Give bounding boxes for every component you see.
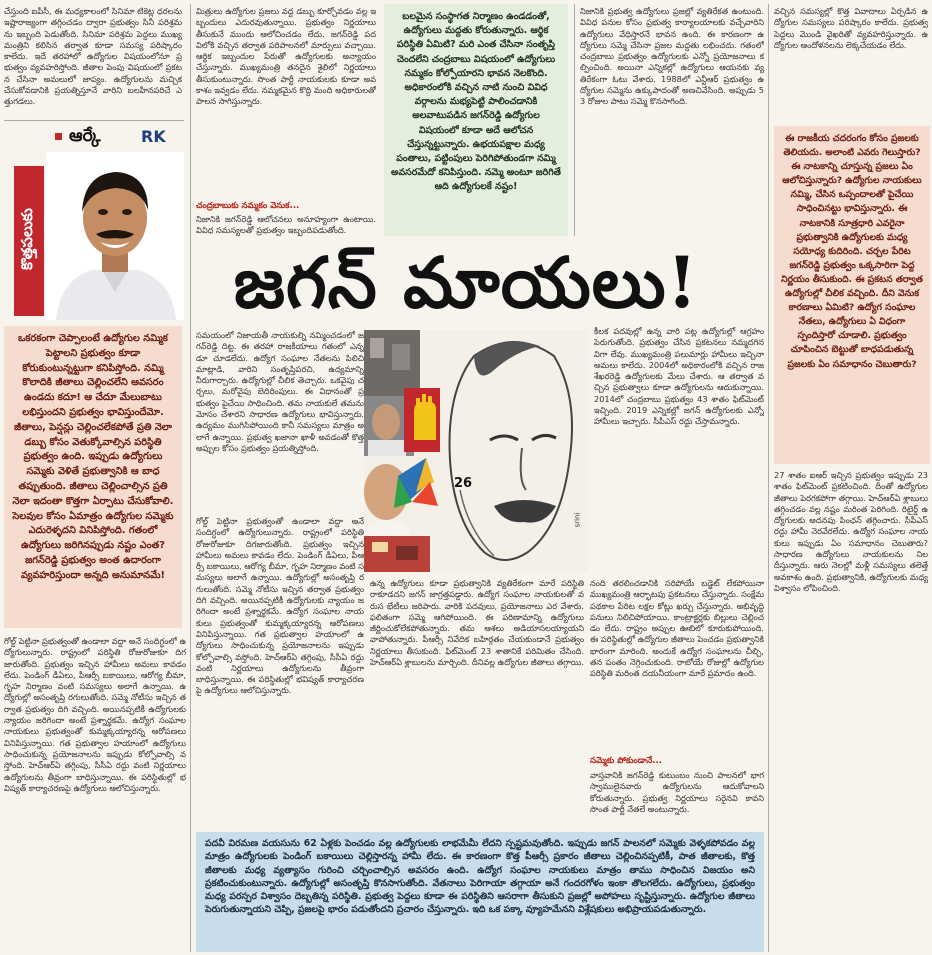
author-photo [46,152,184,320]
article-column-2-mid: నిజానికి జగన్‌రెడ్డి ఆలోచనలు అనూహ్యంగా ఉంటాయి. వివిధ సమస్యలతో ప్రభుత్వం ఇబ్బందిపడుతోంది. [196,214,376,236]
column-divider [768,4,769,952]
column-name: కొత్తపలుకు [18,208,36,270]
article-column-2-top: మిత్రులు ఉద్యోగుల ప్రజలు వద్ద డబ్బు కూర్చోవడం వల్ల ఇబ్బందులు ఎదురవుతున్నాయి. ప్రభుత్వం నిర్ణయాలు తీసుకునే ముందు ఆలోచించడం లేదు. జగన్‌రెడ్డి పదవిలోకి వచ్చిన తర్వాత పరిపాలనలో మార్పులు వచ్చాయి. ఆర్థిక ఇబ్బందుల పేరుతో ఉద్యోగులకు అన్యాయం చేస్తున్నారు. ముఖ్యమంత్రి తనదైన శైలిలో నిర్ణయాలు తీసుకుంటున్నారు. సొంత పార్టీ నాయకులకు కూడా అవకాశం ఇవ్వడం లేదు. నమ్మకమైన కొద్ది మంది అధికారులతో పాలన సాగిస్తున్నారు. [196,6,376,107]
article-column-2-bottom: గోల్డ్ పెట్టినా ప్రభుత్వంతో ఉండాలా వద్దా అనే సందిగ్ధంలో ఉద్యోగులున్నారు. రాష్ట్రంలో పరిస్థితి రోజురోజుకూ దిగజారుతోంది. ప్రభుత్వం ఇచ్చిన హామీలు అమలు కావడం లేదు. పెండింగ్ డీఏలు, పీఆర్సీ బకాయిలు, ఆరోగ్య బీమా, గృహ నిర్మాణం వంటి సమస్యలు అలాగే ఉన్నాయి. ఉద్యోగుల్లో అసంతృప్తి రగులుతోంది. సమ్మె నోటీసు ఇచ్చిన తర్వాత ప్రభుత్వం దిగి వచ్చింది. అయినప్పటికీ ఉద్యోగులకు న్యాయం జరిగిందా అంటే ప్రశ్నార్థకమే. ఉద్యోగ సంఘాల నాయకులు ప్రభుత్వంతో కుమ్మక్కయ్యారన్న ఆరోపణలు వినిపిస్తున్నాయి. గత ప్రభుత్వాల హయాంలో ఉద్యోగులు సాధించుకున్న ప్రయోజనాలను ఇప్పుడు కోల్పోవాల్సి వస్తోంది. హెచ్ఆర్ఏ తగ్గింపు, సీసీఏ రద్దు వంటి నిర్ణయాలు ఉద్యోగులను తీవ్రంగా బాధిస్తున్నాయి. ఈ పరిస్థితుల్లో భవిష్యత్ కార్యాచరణపై ఉద్యోగులు ఆలోచిస్తున్నారు. [196,516,364,696]
article-column-5-bottom: 27 శాతం ఐఆర్ ఇచ్చిన ప్రభుత్వం ఇప్పుడు 23 శాతం ఫిట్‌మెంట్ ప్రకటించింది. దీంతో ఉద్యోగుల జీతాలు పెరగకపోగా తగ్గాయి. హెచ్ఆర్ఏ శ్లాబులు తగ్గించడం వల్ల నష్టం మరింత పెరిగింది. రిటైర్డ్ ఉద్యోగులకు అదనపు పింఛన్ తగ్గించారు. సీపీఎస్ రద్దు హామీ నెరవేరలేదు. ఉద్యోగ సంఘాల నాయకులు ఇప్పుడు ఏం సమాధానం చెబుతారు? సాధారణ ఉద్యోగులు నాయకులను నిలదీస్తున్నారు. ఆరు నెలల్లో మళ్లీ సమస్యలు తలెత్తే అవకాశం ఉంది. ప్రభుత్వానికి, ఉద్యోగులకు మధ్య విశ్వాసం లోపించింది. [774,470,928,593]
highlight-text-top-center: బలమైన సంస్థాగత నిర్మాణం ఉండడంతో, ఉద్యోగులు మద్దతు కోరుతున్నారు. ఆర్థిక పరిస్థితి ఏమిటి? మరి ఎంత చేసినా సంతృప్తి చెందలేని చంద్రబాబు విషయంలో ఉద్యోగులు నమ్మకం కోల్పోయారని భావన నెలకొంది. అధికారంలోకి వచ్చిన నాటి నుంచి వివిధ వర్గాలను మభ్యపెట్టి పాలించడానికి అలవాటుపడిన జగన్‌రెడ్డి ఉద్యోగుల విషయంలో కూడా అదే ఆలోచన చేస్తున్నట్టున్నారు. ఉభయపక్షాల మధ్య పంతాలు, పట్టింపులు పెరిగిపోతుండగా నమ్మి అవసరమేదో కనిపిస్తుంది. నమ్మె అంటూ జరిగితే ఆది ఉద్యోగులకే నష్టం! [391,11,561,193]
article-column-4-mid: కీలక పదవుల్లో ఉన్న వారి పట్ల ఉద్యోగుల్లో ఆగ్రహం పెరుగుతోంది. ప్రభుత్వం చేసిన ప్రకటనలు నమ్మదగినవిగా లేవు. ముఖ్యమంత్రి పలుమార్లు హామీలు ఇచ్చినా అమలు కాలేదు. 2004లో అధికారంలోకి వచ్చిన రాజశేఖరరెడ్డి ఉద్యోగులకు మేలు చేశారు. ఆ తర్వాత వచ్చిన ప్రభుత్వాలు కూడా ఉద్యోగులను ఆదుకున్నాయి. 2014లో చంద్రబాబు ప్రభుత్వం 43 శాతం ఫిట్‌మెంట్ ఇచ్చింది. 2019 ఎన్నికల్లో జగన్ ఉద్యోగులకు ఎన్నో హామీలు ఇచ్చారు. సీపీఎస్ రద్దు చేస్తామన్నారు. [594,326,764,427]
article-column-1-top: చేస్తుంది ఐపీసీ, ఈ మధ్యకాలంలో సినిమా టికెట్ల ధరలను ఇష్టారాజ్యంగా తగ్గించడం ద్వారా ప్రభుత్వం సినీ పరిశ్రమను ఇబ్బంది పెడుతోంది. సినిమా పరిశ్రమ పెద్దలు ముఖ్యమంత్రిని కలిసిన తర్వాత కూడా సమస్య పరిష్కారం కాలేదు. ఇదే తరహాలో ఉద్యోగుల విషయంలోనూ ప్రభుత్వం వ్యవహరిస్తోంది. జీతాల పెంపు విషయంలో ప్రకటన చేసినా అమలులో జాప్యం. ఉద్యోగులను మచ్చిక చేసుకోవడానికి ప్రయత్నిస్తూనే వారిని బలహీనపరిచే ఎత్తుగడలు. [4,6,182,107]
article-column-3-bottom: ఉన్న ఉద్యోగులు కూడా ప్రభుత్వానికి వ్యతిరేకంగా మారే పరిస్థితి రాకూడదని జగన్ జాగ్రత్తపడ్డారు. ఉద్యోగ సంఘాల నాయకులతో వరుస భేటీలు జరిపారు. వారికి పదవులు, ప్రయోజనాలు ఎర వేశారు. ఫలితంగా సమ్మె ఆగిపోయింది. ఈ పరిణామాన్ని ఉద్యోగులు జీర్ణించుకోలేకపోతున్నారు. తమ ఆశలు అడియాసలయ్యాయని వాపోతున్నారు. పీఆర్సీ నివేదిక బహిర్గతం చేయకుండానే ప్రభుత్వం నిర్ణయాలు తీసుకుంది. ఫిట్‌మెంట్ 23 శాతానికే పరిమితం చేసింది. హెచ్ఆర్ఏ శ్లాబులను మార్చింది. దీనివల్ల ఉద్యోగుల జీతాలు తగ్గాయి. [370,578,584,668]
article-column-3-mid: సమయంలో నిజాయతీ నాయకుల్ని నమ్మించడంలో జగన్‌రెడ్డి దిట్ట. ఈ తరహా రాజకీయాలు గతంలో ఎన్నడూ చూడలేదు. ఉద్యోగ సంఘాల నేతలను పిలిచి మాట్లాడి, వారిని సంతృప్తిపరచి, ఉద్యమాన్ని నీరుగార్చారు. ఉద్యోగుల్లో చీలిక తెచ్చారు. ఒకవైపు చర్చలు, మరోవైపు బెదిరింపులు. ఈ విధానంతో ప్రభుత్వం పైచేయి సాధించింది. తమ నాయకులే తమను మోసం చేశారని సాధారణ ఉద్యోగులు భావిస్తున్నారు. ఉద్యమం ముగిసిపోయింది కానీ సమస్యలు మాత్రం అలాగే ఉన్నాయి. ప్రభుత్వ ఖజానా ఖాళీ అవడంతో కొత్త అప్పుల కోసం ప్రభుత్వం ప్రయత్నిస్తోంది. [196,330,364,453]
column-divider [574,4,575,236]
article-column-1-bottom: గోల్డ్ పెట్టినా ప్రభుత్వంతో ఉండాలా వద్దా అనే సందిగ్ధంలో ఉద్యోగులున్నారు. రాష్ట్రంలో పరిస్థితి రోజురోజుకూ దిగజారుతోంది. ప్రభుత్వం ఇచ్చిన హామీలు అమలు కావడం లేదు. పెండింగ్ డీఏలు, పీఆర్సీ బకాయిలు, ఆరోగ్య బీమా, గృహ నిర్మాణం వంటి సమస్యలు అలాగే ఉన్నాయి. ఉద్యోగుల్లో అసంతృప్తి రగులుతోంది. సమ్మె నోటీసు ఇచ్చిన తర్వాత ప్రభుత్వం దిగి వచ్చింది. అయినప్పటికీ ఉద్యోగులకు న్యాయం జరిగిందా అంటే ప్రశ్నార్థకమే. ఉద్యోగ సంఘాల నాయకులు ప్రభుత్వంతో కుమ్మక్కయ్యారన్న ఆరోపణలు వినిపిస్తున్నాయి. గత ప్రభుత్వాల హయాంలో ఉద్యోగులు సాధించుకున్న ప్రయోజనాలను ఇప్పుడు కోల్పోవాల్సి వస్తోంది. హెచ్ఆర్ఏ తగ్గింపు, సీసీఏ రద్దు వంటి నిర్ణయాలు ఉద్యోగులను తీవ్రంగా బాధిస్తున్నాయి. ఈ పరిస్థితుల్లో భవిష్యత్ కార్యాచరణపై ఉద్యోగులు ఆలోచిస్తున్నారు. [4,636,186,793]
article-column-5-top: వచ్చిన సమస్యల్లో కొత్త వివాదాలు ఏర్పడిన ఉద్యోగుల సమస్యలు పరిష్కారం కాలేదు. ప్రభుత్వ పెద్దలు మొండి వైఖరితో వ్యవహరిస్తున్నారు. ఉద్యోగుల ఆందోళనలను లెక్కచేయడం లేదు. [774,6,928,50]
article-column-4-bottom: నంది తరలించడానికి సరిపోయే బడ్జెట్ లేకపోయినా ముఖ్యమంత్రి ఆర్భాటపు ప్రకటనలు చేస్తున్నారు. సంక్షేమ పథకాల పేరిట లక్షల కోట్లు ఖర్చు చేస్తున్నారు. అభివృద్ధి పనులు నిలిచిపోయాయి. కాంట్రాక్టర్లకు బిల్లులు చెల్లించడం లేదు. రాష్ట్రం అప్పుల ఊబిలో కూరుకుపోయింది. ఈ పరిస్థితుల్లో ఉద్యోగుల జీతాలు పెంచడం ప్రభుత్వానికి భారంగా మారింది. అందుకే ఉద్యోగ సంఘాలను చీల్చి, తన పంతం నెగ్గించుకుంది. రాబోయే రోజుల్లో ఉద్యోగుల పరిస్థితి మరింత దయనీయంగా మారే ప్రమాదం ఉంది. [590,578,764,679]
highlight-text-left: ఒకరకంగా చెప్పాలంటే ఉద్యోగుల నమ్మిక పెట్టాలని ప్రభుత్వం కూడా కోరుకుంటున్నట్టుగా కనిపిస్తోంది. నమ్మి కొలాదికి జీతాలు చెల్లించలేని ఆవసరం ఉండదు కదూ! ఆ చేదూ మేలుబాటు లభిస్తుందని ప్రభుత్వం భావిస్తుందేమో. జీతాలు, పెన్షన్లు చెల్లించలేకపోతే ప్రతి నెలా డబ్బు కోసం వెతుక్కోవాల్సిన పరిస్థితి ప్రభుత్వం ఉంది. ఇప్పుడు ఉద్యోగులు సమ్మెకు వెళితే ప్రభుత్వానికి ఆ బాధ తప్పుతుంది. జీతాలు చెల్లించాల్సిన ప్రతి నెలా ఇదంతా కొత్తగా ఏర్పాటు చేసుకోవాలి. సెలవుల కోసం ఏమాత్రం ఉద్యోగుల సమ్మెకు ఎదురెళ్ళదని వినిపిస్తోంది. గతంలో ఉద్యోగులు జరిగినప్పుడు నష్టం ఎంత? జగన్‌రెడ్డి ప్రభుత్వం అంత ఉదారంగా వ్యవహరిస్తుందా అన్నది అనుమానమే! [12,333,174,581]
author-name: ఆర్కే [69,126,101,146]
author-initials: RK [141,127,166,146]
article-column-4-sub: వాస్తవానికి జగన్‌రెడ్డి కుటుంబం నుంచి పాలనలో భాగస్వాములైనవారు ఉద్యోగులను ఆదుకోవాలని కోరుతున్నారు. ప్రభుత్వ నిర్ణయాలు సరైనవి కావని సొంత పార్టీ నేతలే అంటున్నారు. [590,770,764,814]
article-column-4-top: నిజానికి ప్రభుత్వ ఉద్యోగులు ప్రజల్లో వ్యతిరేకత ఉంటుంది. వివిధ పనుల కోసం ప్రభుత్వ కార్యాలయాలకు వచ్చేవారిని ఉద్యోగులు వేధిస్తారనే భావన ఉంది. ఈ కారణంగా ఉద్యోగులు సమ్మె చేసినా ప్రజల మద్దతు లభించదు. గతంలో చంద్రబాబు ప్రభుత్వం ఉద్యోగులకు ఎన్నో ప్రయోజనాలు కల్పించింది. అయినా ఎన్నికల్లో ఉద్యోగులు ఆయనకు వ్యతిరేకంగా ఓటు వేశారు. 1988లో ఎన్టీఆర్ ప్రభుత్వం ఉద్యోగుల సమ్మెను ఉక్కుపాదంతో అణచివేసింది. అప్పుడు 53 రోజుల పాటు సమ్మె కొనసాగింది. [580,6,764,107]
author-bullet-icon [55,133,62,140]
highlight-box-right [774,126,930,464]
headline: జగన్ మాయలు! [233,241,699,324]
highlight-text-right: ఈ రాజకీయ చదరంగం కోసం ప్రజలకు తెలియదు. అలాంటి ఎవరు గెలుస్తారు? ఈ నాటకాన్ని చూస్తున్న ప్రజలు ఏం ఆలోచిస్తున్నారు? ఉద్యోగుల నాయకులు నమ్మి, చేసిన ఒప్పందాలతో పైచేయి సాధించినట్టు భావిస్తున్నారు. ఈ నాటకానికి సూత్రధారి ఎవరైనా ప్రభుత్వానికి ఉద్యోగులకు మధ్య సయోధ్య కుదిరింది. చర్చల పేరిట జగన్‌రెడ్డి ప్రభుత్వం ఒక్కసారిగా పెద్ద నిర్ణయం తీసుకుంది. ఈ ప్రకటన తర్వాత ఉద్యోగుల్లో చీలిక వచ్చింది. దీని వెనుక కారణాలు ఏమిటి? ఉద్యోగ సంఘాల నేతలు, ఉద్యోగులు ఏ విధంగా స్పందిస్తారో చూడాలి. ప్రభుత్వం చూపించిన బెట్టుతో బాధపడుతున్న ప్రజలకు ఏం సమాధానం చెబుతారు? [781,133,923,370]
highlight-box-left [4,326,182,628]
column-5-subhead: సమ్మెకు పోకుండానే... [590,756,663,766]
highlight-box-top-center [384,4,568,236]
illustration-number: 26 [454,476,473,491]
highlight-text-bottom: పదవీ విరమణ వయసును 62 ఏళ్లకు పెంచడం వల్ల ఉద్యోగులకు లాభమేమీ లేదని స్పష్టమవుతోంది. ఇప్పుడు జగన్ పాలనలో సమ్మెకు వెళ్ళకపోవడం వల్ల మాత్రం ఉద్యోగులకు పెండింగ్ బకాయిలు చెల్లిస్తారన్న హామీ లేదు. ఈ కారణంగా కొత్త పీఆర్సీ ప్రకారం జీతాలు చెల్లించినప్పటికీ, పాత జీతాలకు, కొత్త జీతాలకు మధ్య వ్యత్యాసం గురించి చర్చించాల్సిన అవసరం ఉంది. ఉద్యోగ సంఘాల నాయకులు మాత్రం తాము సాధించిన విజయం అని ప్రకటించుకుంటున్నారు. ఉద్యోగుల్లో అసంతృప్తి కొనసాగుతోంది. వేతనాలు పెరిగాయా తగ్గాయా అనే గందరగోళం ఇంకా తొలగలేదు. ఉద్యోగులు, ప్రభుత్వం మధ్య పరస్పర విశ్వాసం దెబ్బతిన్న పరిస్థితి. ప్రభుత్వ పెద్దలు కూడా ఈ పరిస్థితిని ఆసరాగా తీసుకుని ప్రజల్లో అపోహలు సృష్టిస్తున్నారు. ఉద్యోగుల జీతాలు పెరుగుతున్నాయని చెప్పి, ప్రజలపై భారం పడుతోందని ప్రచారం చేస్తున్నారు. ఇది ఒక పక్కా వ్యూహమేనని విశ్లేషకులు అభిప్రాయపడుతున్నారు. [205,838,755,916]
highlight-box-bottom [196,832,764,952]
artist-signature: srini [573,512,582,528]
column-name-vertical [14,166,44,316]
author-byline [55,126,183,150]
column-3-subhead: చంద్రబాబుకు నమ్మకం వెనుక... [196,201,300,211]
illustration [364,330,588,572]
column-divider [190,4,191,952]
column-divider [4,120,184,121]
